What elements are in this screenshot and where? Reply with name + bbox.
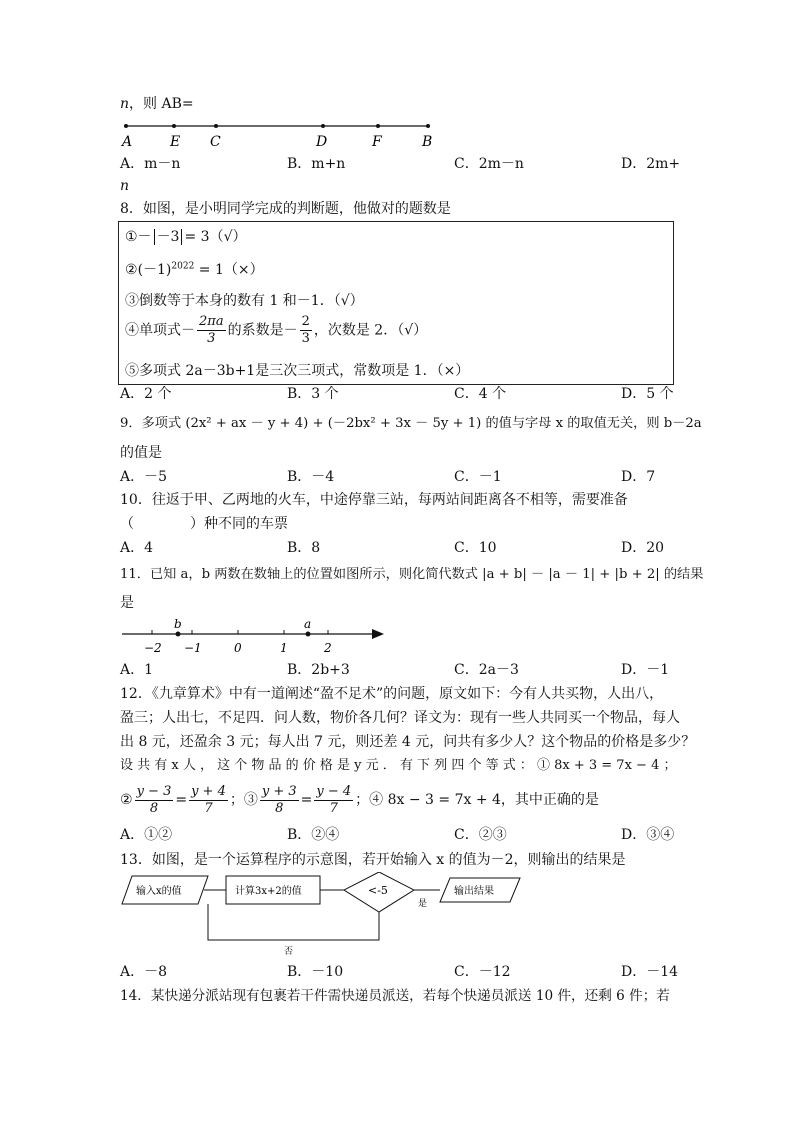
no-label: 否 — [284, 947, 294, 957]
q12-eq3-right-num: y − 4 — [316, 783, 352, 799]
q8-item-3: ③倒数等于本身的数有 1 和－1．（√） — [125, 293, 364, 309]
q11-stem: 11．已知 a，b 两数在数轴上的位置如图所示，则化简代数式 |a + b| － |a － 1| + |b + 2| 的结果 — [120, 567, 704, 582]
q8-item-4-b: 的系数是－ — [227, 322, 298, 339]
tick-label-0: 0 — [234, 641, 242, 655]
q7-option-d[interactable]: D．2m+ — [621, 156, 681, 172]
q8-item-2 — [125, 259, 264, 279]
q12-eq2-left-den: 8 — [149, 800, 159, 816]
q12-option-d[interactable]: D．③④ — [621, 827, 675, 843]
q11-option-d[interactable]: D．－1 — [621, 662, 670, 678]
q8-judgment-box — [118, 221, 674, 385]
q7-option-wrap: n — [120, 178, 130, 194]
q8-option-a[interactable]: A．2 个 — [120, 386, 172, 402]
q8-item-1-c: = 3（√） — [184, 229, 247, 245]
q10-option-b[interactable]: B．8 — [287, 540, 321, 556]
q9-option-b[interactable]: B．－4 — [287, 469, 335, 485]
q8-item-4-c: ，次数是 2．（√） — [313, 322, 428, 339]
q8-item-4-num: 2πa — [199, 314, 224, 329]
output-box-text: 输出结果 — [454, 886, 494, 897]
q13-flowchart — [118, 872, 528, 960]
point-c-dot — [214, 124, 218, 128]
loop-line — [208, 904, 379, 940]
q12-line-5: ② $\frac{y - 3}{8}$ = $\frac{y + 4}{7}$ ；③ $\frac{y + 3}{8}$ = $\frac{y - 4}{7}$ ；④ 8x − 3 = 7x + 4，其中正确的是 — [120, 783, 599, 816]
point-a-label: A — [122, 134, 133, 150]
q8-item-1-b: －3 — [156, 229, 180, 245]
axis-arrow-icon — [372, 629, 384, 639]
tick-label-neg1: −1 — [184, 641, 202, 655]
q8-item-2-c: = 1（×） — [194, 262, 264, 278]
point-b-marker — [176, 632, 181, 637]
q12-line-2: 盈三；人出七，不足四．问人数，物价各几何？译文为：现有一些人共同买一个物品，每人 — [120, 710, 680, 726]
q8-option-d[interactable]: D．5 个 — [621, 386, 674, 402]
q9-option-d[interactable]: D．7 — [621, 469, 656, 485]
calc-box-text: 计算3x+2的值 — [235, 886, 302, 897]
yes-label: 是 — [418, 899, 428, 909]
q11-option-b[interactable]: B．2b+3 — [287, 662, 350, 678]
q12-eq3-left — [260, 784, 299, 817]
q9-stem-2: 的值是 — [120, 445, 162, 461]
q12-eq2-right — [189, 784, 228, 817]
q8-item-4 — [125, 314, 427, 347]
q11-option-a[interactable]: A．1 — [120, 662, 154, 678]
q7-segment-figure — [116, 116, 441, 152]
q8-item-1-a: ①－ — [125, 229, 152, 245]
point-b-name: b — [174, 617, 182, 631]
q12-option-b[interactable]: B．②④ — [287, 827, 340, 843]
q9-stem: 9．多项式 (2x² + ax － y + 4) + (－2bx² + 3x － 5y + 1) 的值与字母 x 的取值无关，则 b－2a — [120, 416, 702, 431]
decision-text: <-5 — [368, 884, 388, 897]
point-a-marker — [306, 632, 311, 637]
point-a-name: a — [304, 617, 312, 631]
q8-item-1-abs — [154, 229, 183, 245]
point-f-dot — [376, 124, 380, 128]
point-a-dot — [124, 124, 128, 128]
point-d-label: D — [316, 134, 328, 150]
q12-eq3-left-den: 8 — [275, 800, 284, 816]
q12-eq3-lead: ；③ — [229, 792, 258, 808]
q12-eq2-left — [135, 784, 174, 817]
q8-option-c[interactable]: C．4 个 — [454, 386, 507, 402]
q12-eq2-right-num: y + 4 — [191, 783, 226, 799]
q12-option-a[interactable]: A．①② — [120, 827, 173, 843]
q7-option-c[interactable]: C．2m－n — [454, 156, 524, 172]
q12-line-1: 12．《九章算术》中有一道阐述“盈不足术”的问题，原文如下：今有人共买物，人出八， — [120, 686, 664, 702]
tick-label-neg2: −2 — [144, 641, 162, 655]
q7-tail-text: ，则 AB= — [129, 96, 194, 112]
q10-stem-2: （ ）种不同的车票 — [120, 516, 288, 532]
point-d-dot — [321, 124, 325, 128]
q10-option-d[interactable]: D．20 — [621, 540, 665, 556]
q12-eq3-left-num: y + 3 — [261, 783, 297, 799]
q8-item-4-frac1 — [197, 314, 226, 347]
point-b-label: B — [422, 134, 433, 150]
q12-eq3-right — [314, 784, 353, 817]
q7-tail — [120, 94, 194, 114]
q7-option-b[interactable]: B．m+n — [287, 156, 346, 172]
q8-option-b[interactable]: B．3 个 — [287, 386, 339, 402]
point-c-label: C — [210, 134, 221, 150]
q11-option-c[interactable]: C．2a－3 — [454, 662, 519, 678]
q13-option-c[interactable]: C．－12 — [454, 964, 511, 980]
q10-option-a[interactable]: A．4 — [120, 540, 154, 556]
q12-eq2-right-den: 7 — [204, 800, 213, 816]
q9-option-c[interactable]: C．－1 — [454, 469, 502, 485]
point-f-label: F — [372, 134, 382, 150]
point-e-label: E — [170, 134, 181, 150]
q10-option-c[interactable]: C．10 — [454, 540, 497, 556]
q13-option-a[interactable]: A．－8 — [120, 964, 168, 980]
q12-eq2-lead: ② — [120, 792, 133, 808]
q8-item-4-num2: 2 — [301, 314, 310, 329]
q13-option-b[interactable]: B．－10 — [287, 964, 344, 980]
tick-label-1: 1 — [280, 641, 288, 655]
q12-line-4: 设 共 有 x 人 ， 这 个 物 品 的 价 格 是 y 元 ． 有 下 列 四 个 等 式 ： ① 8x + 3 = 7x − 4 ； — [120, 758, 677, 773]
q13-option-d[interactable]: D．－14 — [621, 964, 679, 980]
q8-item-2-sup: 2022 — [171, 261, 195, 272]
input-box-text: 输入x的值 — [136, 886, 182, 897]
tick-label-2: 2 — [324, 641, 332, 655]
q8-item-4-den: 3 — [207, 331, 216, 346]
q11-number-line — [118, 616, 390, 656]
q7-option-a[interactable]: A．m－n — [120, 156, 181, 172]
q12-eq-tail: ；④ 8x − 3 = 7x + 4，其中正确的是 — [355, 792, 599, 808]
q11-stem-2: 是 — [120, 595, 134, 611]
q8-item-4-a: ④单项式－ — [125, 322, 195, 339]
point-b-dot — [426, 124, 430, 128]
q8-item-2-b: (－1) — [137, 262, 172, 278]
q14-stem: 14．某快递分派站现有包裹若干件需快递员派送，若每个快递员派送 10 件，还剩 6 件；若 — [120, 988, 670, 1004]
q8-item-4-den2: 3 — [301, 331, 310, 346]
q12-eq2-left-num: y − 3 — [136, 783, 172, 799]
q10-stem: 10．往返于甲、乙两地的火车，中途停靠三站，每两站间距离各不相等，需要准备 — [120, 492, 628, 508]
q8-stem: 8．如图，是小明同学完成的判断题，他做对的题数是 — [120, 201, 451, 217]
q9-option-a[interactable]: A．－5 — [120, 469, 168, 485]
q7-var-n: n — [120, 96, 130, 112]
q13-stem: 13．如图，是一个运算程序的示意图，若开始输入 x 的值为－2，则输出的结果是 — [120, 852, 626, 868]
q8-item-1 — [125, 226, 247, 246]
q8-item-2-a: ② — [125, 262, 138, 278]
q12-option-c[interactable]: C．②③ — [454, 827, 507, 843]
point-e-dot — [172, 124, 176, 128]
q8-item-5: ⑤多项式 2a－3b+1是三次三项式，常数项是 1．（×） — [125, 363, 470, 379]
q12-line-3: 出 8 元，还盈余 3 元；每人出 7 元，则还差 4 元，问共有多少人？这个物品的价格是多少？ — [120, 734, 696, 750]
q12-eq3-right-den: 7 — [329, 800, 338, 816]
q8-item-4-frac2 — [300, 314, 312, 347]
